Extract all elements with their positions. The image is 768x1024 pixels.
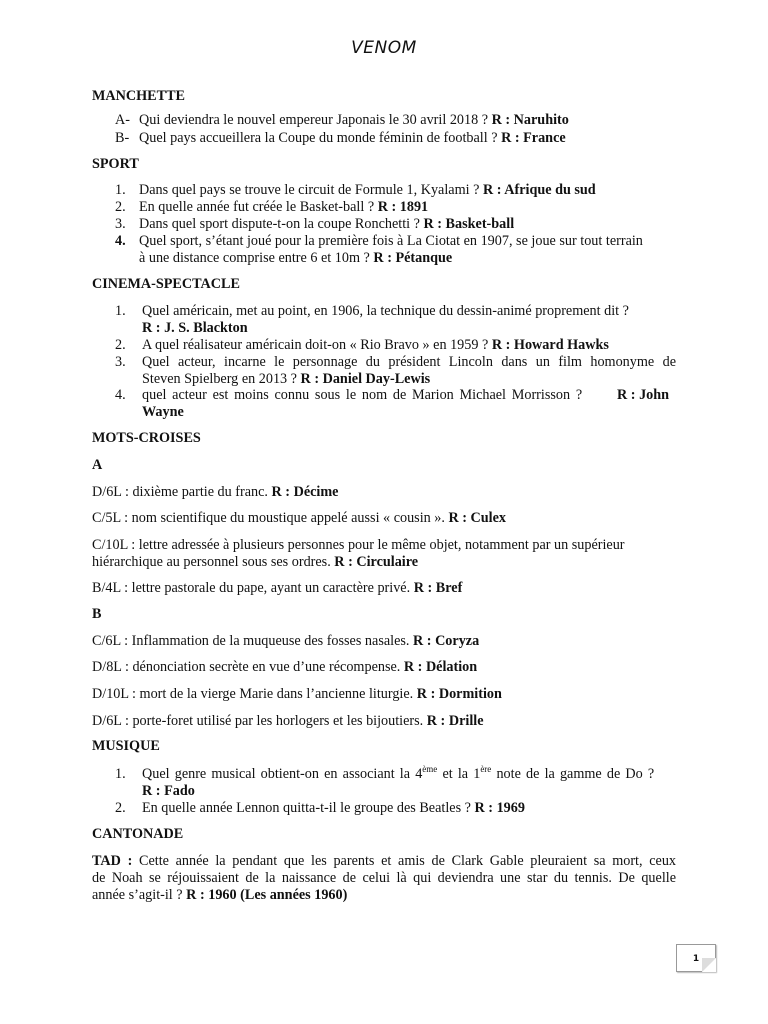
question-text: quel acteur est moins connu sous le nom de Marion Michael Morrisson ? bbox=[142, 387, 583, 403]
list-marker: 2. bbox=[115, 199, 126, 215]
question-text: Qui deviendra le nouvel empereur Japonais le 30 avril 2018 ? R : Naruhito bbox=[139, 112, 569, 128]
question-text: Quel sport, s’étant joué pour la première fois à La Ciotat en 1907, se joue sur tout terrain bbox=[139, 233, 643, 249]
list-marker: 4. bbox=[115, 233, 126, 249]
list-marker: B- bbox=[115, 130, 130, 146]
paragraph-line: année s’agit-il ? R : 1960 (Les années 1960) bbox=[92, 887, 348, 903]
clue-text: C/6L : Inflammation de la muqueuse des fosses nasales. R : Coryza bbox=[92, 633, 480, 649]
question-text: En quelle année Lennon quitta-t-il le groupe des Beatles ? R : 1969 bbox=[142, 800, 525, 816]
section-heading-musique: MUSIQUE bbox=[92, 738, 160, 754]
list-marker: 1. bbox=[115, 766, 126, 782]
section-heading-sport: SPORT bbox=[92, 156, 139, 172]
list-marker: 2. bbox=[115, 337, 126, 353]
question-text: En quelle année fut créée le Basket-ball ? R : 1891 bbox=[139, 199, 429, 215]
page-number-box bbox=[676, 944, 716, 972]
question-text: Quel pays accueillera la Coupe du monde féminin de football ? R : France bbox=[139, 130, 566, 146]
clue-text: C/5L : nom scientifique du moustique appelé aussi « cousin ». R : Culex bbox=[92, 510, 507, 526]
clue-text: D/10L : mort de la vierge Marie dans l’ancienne liturgie. R : Dormition bbox=[92, 686, 502, 702]
section-heading-cinema: CINEMA-SPECTACLE bbox=[92, 276, 240, 292]
clue-text: C/10L : lettre adressée à plusieurs personnes pour le même objet, notamment par un supérieur bbox=[92, 537, 625, 553]
answer-text: R : John bbox=[617, 387, 670, 403]
group-label-b: B bbox=[92, 606, 102, 622]
list-marker: 2. bbox=[115, 800, 126, 816]
section-heading-manchette: MANCHETTE bbox=[92, 88, 186, 104]
answer-text: R : J. S. Blackton bbox=[142, 320, 248, 336]
question-text: Quel acteur, incarne le personnage du président Lincoln dans un film homonyme de bbox=[142, 354, 676, 370]
answer-text: Wayne bbox=[142, 404, 184, 420]
question-text: Dans quel pays se trouve le circuit de Formule 1, Kyalami ? R : Afrique du sud bbox=[139, 182, 596, 198]
list-marker: 1. bbox=[115, 303, 126, 319]
group-label-a: A bbox=[92, 457, 103, 473]
clue-text: D/8L : dénonciation secrète en vue d’une récompense. R : Délation bbox=[92, 659, 478, 675]
list-marker: 3. bbox=[115, 216, 126, 232]
clue-text: hiérarchique au personnel sous ses ordres. R : Circulaire bbox=[92, 554, 419, 570]
question-text: Quel genre musical obtient-on en associant la 4ème et la 1ère note de la gamme de Do ? bbox=[142, 764, 655, 782]
clue-text: B/4L : lettre pastorale du pape, ayant un caractère privé. R : Bref bbox=[92, 580, 463, 596]
question-text: Dans quel sport dispute-t-on la coupe Ronchetti ? R : Basket-ball bbox=[139, 216, 515, 232]
page-fold-icon bbox=[702, 958, 716, 972]
question-text: à une distance comprise entre 6 et 10m ? R : Pétanque bbox=[139, 250, 453, 266]
question-text: A quel réalisateur américain doit-on « Rio Bravo » en 1959 ? R : Howard Hawks bbox=[142, 337, 609, 353]
list-marker: 1. bbox=[115, 182, 126, 198]
page-number: 1 bbox=[692, 954, 700, 964]
clue-text: D/6L : dixième partie du franc. R : Décime bbox=[92, 484, 339, 500]
question-text: Quel américain, met au point, en 1906, la technique du dessin-animé proprement dit ? bbox=[142, 303, 629, 319]
document-title: VENOM bbox=[351, 38, 417, 58]
list-marker: 4. bbox=[115, 387, 126, 403]
clue-text: D/6L : porte-foret utilisé par les horlogers et les bijoutiers. R : Drille bbox=[92, 713, 484, 729]
list-marker: 3. bbox=[115, 354, 126, 370]
section-heading-mots-croises: MOTS-CROISES bbox=[92, 430, 201, 446]
list-marker: A- bbox=[115, 112, 130, 128]
paragraph-line: TAD : Cette année la pendant que les parents et amis de Clark Gable pleuraient sa mort, ceux bbox=[92, 853, 677, 869]
paragraph-line: de Noah se réjouissaient de la naissance de celui là qui deviendra une star du tennis. De quelle bbox=[92, 870, 676, 886]
answer-text: R : Fado bbox=[142, 783, 195, 799]
section-heading-cantonade: CANTONADE bbox=[92, 826, 184, 842]
question-text: Steven Spielberg en 2013 ? R : Daniel Day-Lewis bbox=[142, 371, 431, 387]
